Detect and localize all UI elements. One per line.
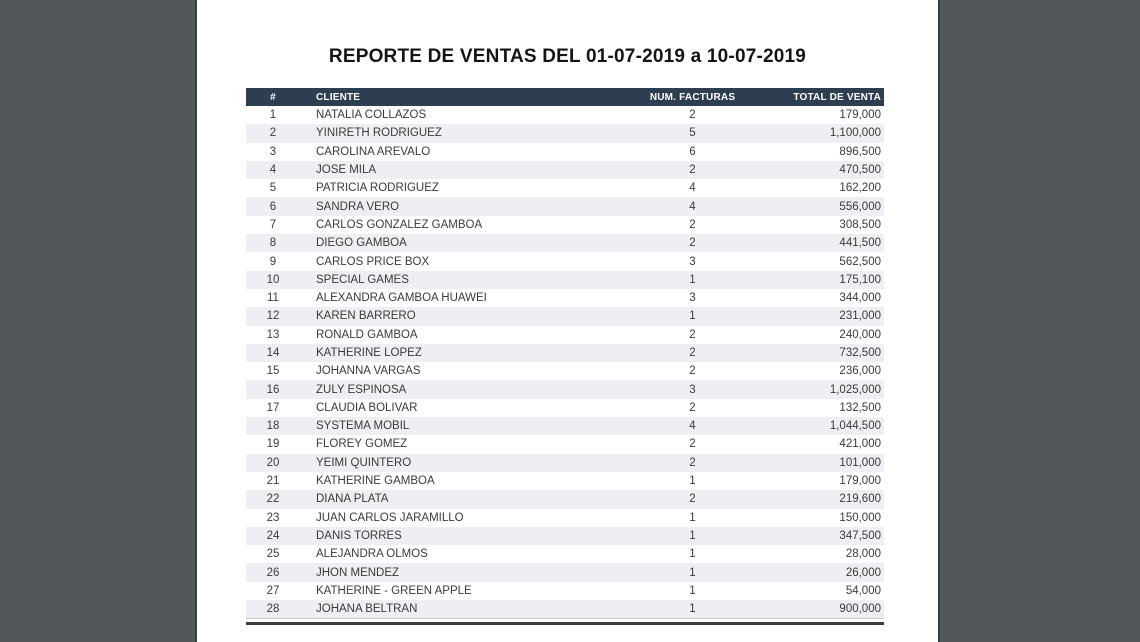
cell-total: 308,500: [839, 218, 881, 231]
cell-total: 175,100: [839, 273, 881, 286]
table-row: [246, 143, 884, 161]
cell-facturas: 3: [689, 255, 696, 268]
cell-num: 12: [266, 310, 280, 323]
table-header-row: [246, 88, 884, 106]
cell-cliente: SANDRA VERO: [316, 200, 400, 213]
cell-facturas: 6: [689, 145, 696, 158]
column-header-facturas: NUM. FACTURAS: [600, 88, 785, 106]
cell-facturas: 2: [689, 328, 696, 341]
cell-facturas: 4: [689, 420, 696, 433]
table-row: [246, 399, 884, 417]
cell-facturas: 1: [689, 475, 696, 488]
table-row: [246, 179, 884, 197]
table-row: [246, 234, 884, 252]
table-row: [246, 197, 884, 215]
cell-num: 13: [266, 328, 280, 341]
cell-cliente: SYSTEMA MOBIL: [316, 420, 410, 433]
cell-total: 1,025,000: [829, 383, 881, 396]
cell-cliente: KAREN BARRERO: [316, 310, 416, 323]
cell-facturas: 1: [689, 584, 696, 597]
cell-cliente: RONALD GAMBOA: [316, 328, 418, 341]
cell-cliente: YEIMI QUINTERO: [316, 456, 412, 469]
cell-facturas: 1: [689, 566, 696, 579]
cell-num: 20: [266, 456, 280, 469]
cell-facturas: 2: [689, 218, 696, 231]
cell-facturas: 5: [689, 127, 696, 140]
table-row: [246, 380, 884, 398]
sales-table: [246, 88, 884, 619]
cell-total: 470,500: [839, 164, 881, 177]
cell-cliente: JUAN CARLOS JARAMILLO: [316, 511, 464, 524]
cell-cliente: JHON MENDEZ: [316, 566, 400, 579]
cell-cliente: JOSE MILA: [316, 164, 377, 177]
cell-cliente: CARLOS PRICE BOX: [316, 255, 430, 268]
table-row: [246, 271, 884, 289]
cell-facturas: 3: [689, 292, 696, 305]
column-header-cliente: CLIENTE: [300, 88, 600, 106]
cell-cliente: CAROLINA AREVALO: [316, 145, 431, 158]
cell-cliente: ZULY ESPINOSA: [316, 383, 407, 396]
cell-total: 1,100,000: [829, 127, 881, 140]
table-bottom-rule: [246, 622, 884, 625]
cell-total: 231,000: [839, 310, 881, 323]
cell-total: 1,044,500: [829, 420, 881, 433]
cell-cliente: DIANA PLATA: [316, 493, 389, 506]
cell-num: 16: [266, 383, 280, 396]
cell-facturas: 1: [600, 600, 785, 618]
cell-total: 896,500: [839, 145, 881, 158]
cell-cliente: JOHANA BELTRAN: [300, 600, 600, 618]
cell-facturas: 1: [689, 273, 696, 286]
cell-num: 24: [266, 529, 280, 542]
cell-cliente: ALEJANDRA OLMOS: [316, 548, 428, 561]
cell-total: 162,200: [839, 182, 881, 195]
cell-facturas: 2: [689, 401, 696, 414]
cell-cliente: CLAUDIA BOLIVAR: [316, 401, 418, 414]
cell-num: 15: [266, 365, 280, 378]
cell-num: 27: [266, 584, 280, 597]
cell-total: 26,000: [845, 566, 881, 579]
cell-facturas: 1: [689, 310, 696, 323]
cell-cliente: CARLOS GONZALEZ GAMBOA: [316, 218, 483, 231]
column-header-total: TOTAL DE VENTA: [785, 88, 884, 106]
cell-num: 17: [266, 401, 280, 414]
table-row: [246, 509, 884, 527]
cell-total: 441,500: [839, 237, 881, 250]
table-row: [246, 326, 884, 344]
cell-num: 26: [266, 566, 280, 579]
cell-num: 1: [269, 109, 277, 122]
cell-total: 344,000: [839, 292, 881, 305]
cell-facturas: 2: [689, 237, 696, 250]
cell-cliente: NATALIA COLLAZOS: [316, 109, 427, 122]
table-row: [246, 582, 884, 600]
cell-num: 3: [269, 145, 277, 158]
cell-total: 28,000: [845, 548, 881, 561]
cell-facturas: 2: [689, 438, 696, 451]
cell-total: 54,000: [845, 584, 881, 597]
cell-num: 22: [266, 493, 280, 506]
table-row: [246, 600, 884, 618]
cell-num: 6: [269, 200, 277, 213]
cell-cliente: KATHERINE - GREEN APPLE: [316, 584, 472, 597]
table-row: [246, 106, 884, 124]
report-title: REPORTE DE VENTAS DEL 01-07-2019 a 10-07-2019: [328, 46, 807, 67]
cell-num: 21: [266, 475, 280, 488]
cell-facturas: 2: [689, 456, 696, 469]
cell-facturas: 2: [689, 365, 696, 378]
table-row: [246, 161, 884, 179]
table-row: [246, 563, 884, 581]
table-row: [246, 435, 884, 453]
cell-facturas: 1: [689, 511, 696, 524]
table-row: [246, 527, 884, 545]
cell-facturas: 1: [689, 529, 696, 542]
cell-total: 236,000: [839, 365, 881, 378]
cell-facturas: 1: [689, 548, 696, 561]
cell-total: 101,000: [839, 456, 881, 469]
cell-cliente: FLOREY GOMEZ: [316, 438, 408, 451]
column-header-num: #: [246, 88, 300, 106]
table-row: [246, 362, 884, 380]
cell-cliente: DANIS TORRES: [316, 529, 402, 542]
cell-cliente: PATRICIA RODRIGUEZ: [316, 182, 439, 195]
cell-num: 9: [269, 255, 277, 268]
table-row: [246, 124, 884, 142]
cell-total: 132,500: [839, 401, 881, 414]
cell-facturas: 2: [689, 164, 696, 177]
table-row: [246, 490, 884, 508]
cell-num: 2: [269, 127, 277, 140]
cell-facturas: 2: [689, 493, 696, 506]
cell-total: 179,000: [839, 109, 881, 122]
cell-num: 23: [266, 511, 280, 524]
report-page: [195, 0, 940, 642]
table-row: [246, 472, 884, 490]
cell-num: 28: [246, 600, 300, 618]
cell-cliente: SPECIAL GAMES: [316, 273, 409, 286]
cell-total: 562,500: [839, 255, 881, 268]
cell-total: 179,000: [839, 475, 881, 488]
cell-total: 556,000: [839, 200, 881, 213]
table-row: [246, 545, 884, 563]
cell-total: 240,000: [839, 328, 881, 341]
cell-num: 19: [266, 438, 280, 451]
table-row: [246, 344, 884, 362]
cell-num: 4: [269, 164, 277, 177]
cell-num: 10: [266, 273, 280, 286]
cell-total: 900,000: [785, 600, 884, 618]
cell-facturas: 4: [689, 200, 696, 213]
table-body: [246, 106, 884, 618]
table-row: [246, 417, 884, 435]
cell-num: 8: [269, 237, 277, 250]
cell-total: 150,000: [839, 511, 881, 524]
cell-num: 18: [266, 420, 280, 433]
cell-cliente: YINIRETH RODRIGUEZ: [316, 127, 442, 140]
table-row: [246, 289, 884, 307]
cell-num: 14: [266, 347, 280, 359]
cell-num: 11: [267, 292, 279, 305]
cell-num: 25: [266, 548, 280, 561]
cell-total: 421,000: [839, 438, 881, 451]
cell-facturas: 2: [689, 109, 696, 122]
table-row: [246, 454, 884, 472]
table-row: [246, 252, 884, 270]
cell-total: 219,600: [839, 493, 881, 506]
cell-total: 347,500: [839, 529, 881, 542]
cell-cliente: DIEGO GAMBOA: [316, 237, 407, 250]
table-row: [246, 216, 884, 234]
cell-cliente: JOHANNA VARGAS: [316, 365, 421, 378]
cell-facturas: 4: [689, 182, 696, 195]
cell-cliente: ALEXANDRA GAMBOA HUAWEI: [316, 292, 487, 305]
cell-num: 5: [269, 182, 277, 195]
table-row: [246, 307, 884, 325]
cell-cliente: KATHERINE LOPEZ: [316, 347, 422, 359]
cell-total: 732,500: [839, 347, 881, 359]
cell-cliente: KATHERINE GAMBOA: [316, 475, 435, 488]
cell-num: 7: [269, 218, 277, 231]
cell-facturas: 2: [689, 347, 696, 359]
cell-facturas: 3: [689, 383, 696, 396]
